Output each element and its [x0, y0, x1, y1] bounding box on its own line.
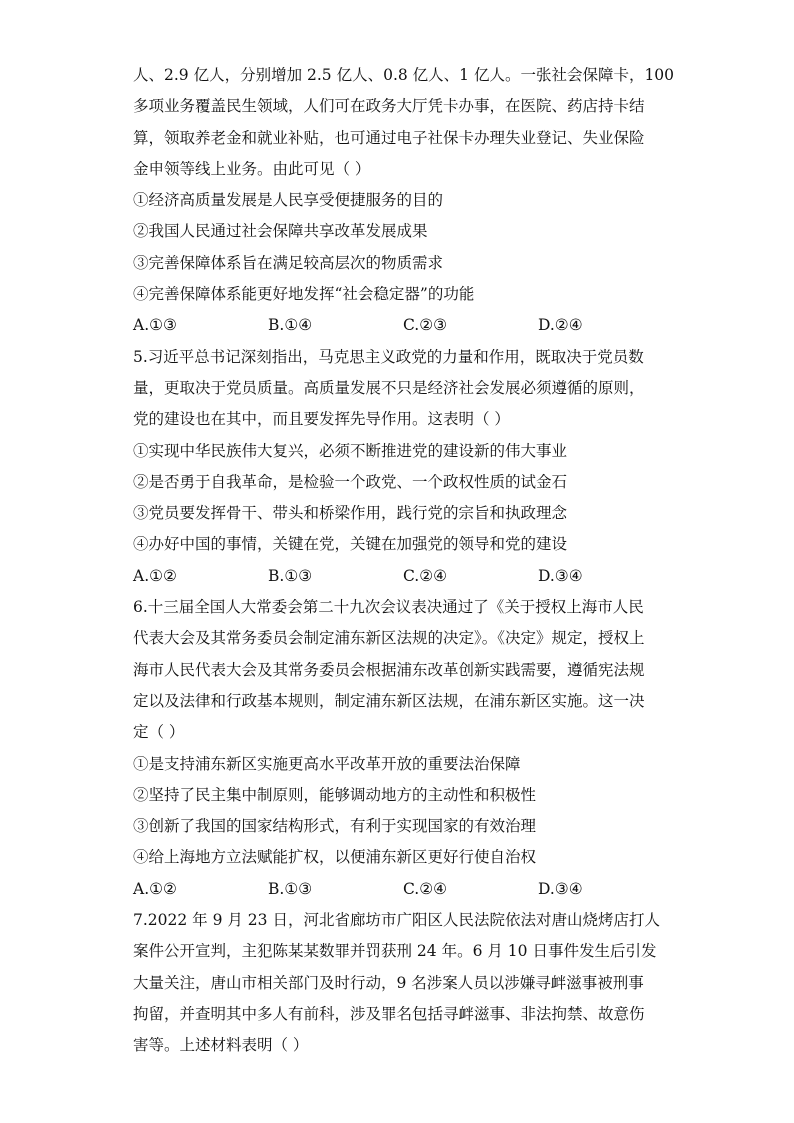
question-6-options	[133, 749, 673, 874]
question-6-choices	[133, 874, 673, 905]
choice-c: C.②④	[403, 879, 448, 898]
choice-d: D.②④	[538, 316, 583, 335]
choice-a: A.①②	[133, 566, 177, 585]
stem-line: 代表大会及其常务委员会制定浦东新区法规的决定》。《决定》规定，授权上	[133, 629, 645, 648]
choice-b: B.①④	[268, 316, 313, 335]
question-4-stem	[133, 60, 673, 185]
choice-d: D.③④	[538, 879, 583, 898]
choice-d: D.③④	[538, 566, 583, 585]
choice-a: A.①③	[133, 316, 177, 335]
stem-line: 定以及法律和行政基本规则，制定浦东新区法规，在浦东新区实施。这一决	[133, 691, 645, 710]
statement-option: ②是否勇于自我革命，是检验一个政党、一个政权性质的试金石	[133, 472, 568, 491]
statement-option: ①是支持浦东新区实施更高水平改革开放的重要法治保障	[133, 754, 521, 773]
question-6-stem	[133, 592, 673, 748]
statement-option: ③党员要发挥骨干、带头和桥梁作用，践行党的宗旨和执政理念	[133, 504, 568, 523]
stem-line: 大量关注，唐山市相关部门及时行动，9 名涉案人员以涉嫌寻衅滋事被刑事	[133, 973, 644, 992]
stem-line: 算，领取养老金和就业补贴，也可通过电子社保卡办理失业登记、失业保险	[133, 128, 645, 147]
statement-option: ①实现中华民族伟大复兴，必须不断推进党的建设新的伟大事业	[133, 441, 568, 460]
choice-c: C.②③	[403, 316, 448, 335]
question-7-stem	[133, 905, 673, 1061]
statement-option: ①经济高质量发展是人民享受便捷服务的目的	[133, 191, 444, 210]
statement-option: ④办好中国的事情，关键在党，关键在加强党的领导和党的建设	[133, 535, 568, 554]
question-5-stem	[133, 342, 673, 436]
stem-line: 害等。上述材料表明（ ）	[133, 1036, 309, 1055]
question-4-choices	[133, 310, 673, 341]
stem-line: 多项业务覆盖民生领域，人们可在政务大厅凭卡办事，在医院、药店持卡结	[133, 97, 645, 116]
stem-line: 6.十三届全国人大常委会第二十九次会议表决通过了《关于授权上海市人民	[133, 598, 644, 617]
stem-line: 5.习近平总书记深刻指出，马克思主义政党的力量和作用，既取决于党员数	[133, 347, 644, 366]
statement-option: ③完善保障体系旨在满足较高层次的物质需求	[133, 253, 444, 272]
statement-option: ④完善保障体系能更好地发挥“社会稳定器”的功能	[133, 285, 475, 304]
stem-line: 7.2022 年 9 月 23 日，河北省廊坊市广阳区人民法院依法对唐山烧烤店打人	[133, 911, 660, 930]
stem-line: 案件公开宣判，主犯陈某某数罪并罚获刑 24 年。6 月 10 日事件发生后引发	[133, 942, 657, 961]
question-5-choices	[133, 561, 673, 592]
stem-line: 量，更取决于党员质量。高质量发展不只是经济社会发展必须遵循的原则，	[133, 378, 645, 397]
statement-option: ④给上海地方立法赋能扩权，以便浦东新区更好行使自治权	[133, 848, 537, 867]
choice-b: B.①③	[268, 566, 313, 585]
stem-line: 拘留，并查明其中多人有前科，涉及罪名包括寻衅滋事、非法拘禁、故意伤	[133, 1004, 645, 1023]
statement-option: ②我国人民通过社会保障共享改革发展成果	[133, 222, 428, 241]
stem-line: 党的建设也在其中，而且要发挥先导作用。这表明（ ）	[133, 410, 510, 429]
question-5-options	[133, 436, 673, 561]
statement-option: ②坚持了民主集中制原则，能够调动地方的主动性和积极性	[133, 785, 537, 804]
choice-c: C.②④	[403, 566, 448, 585]
stem-line: 人、2.9 亿人，分别增加 2.5 亿人、0.8 亿人、1 亿人。一张社会保障卡，100	[133, 66, 675, 84]
statement-option: ③创新了我国的国家结构形式，有利于实现国家的有效治理	[133, 817, 537, 836]
stem-line: 海市人民代表大会及其常务委员会根据浦东改革创新实践需要，遵循宪法规	[133, 660, 645, 679]
choice-a: A.①②	[133, 879, 177, 898]
choice-b: B.①③	[268, 879, 313, 898]
stem-line: 定（ ）	[133, 723, 185, 742]
document-page	[133, 60, 673, 1062]
question-4-options	[133, 185, 673, 310]
stem-line: 金申领等线上业务。由此可见（ ）	[133, 159, 371, 178]
